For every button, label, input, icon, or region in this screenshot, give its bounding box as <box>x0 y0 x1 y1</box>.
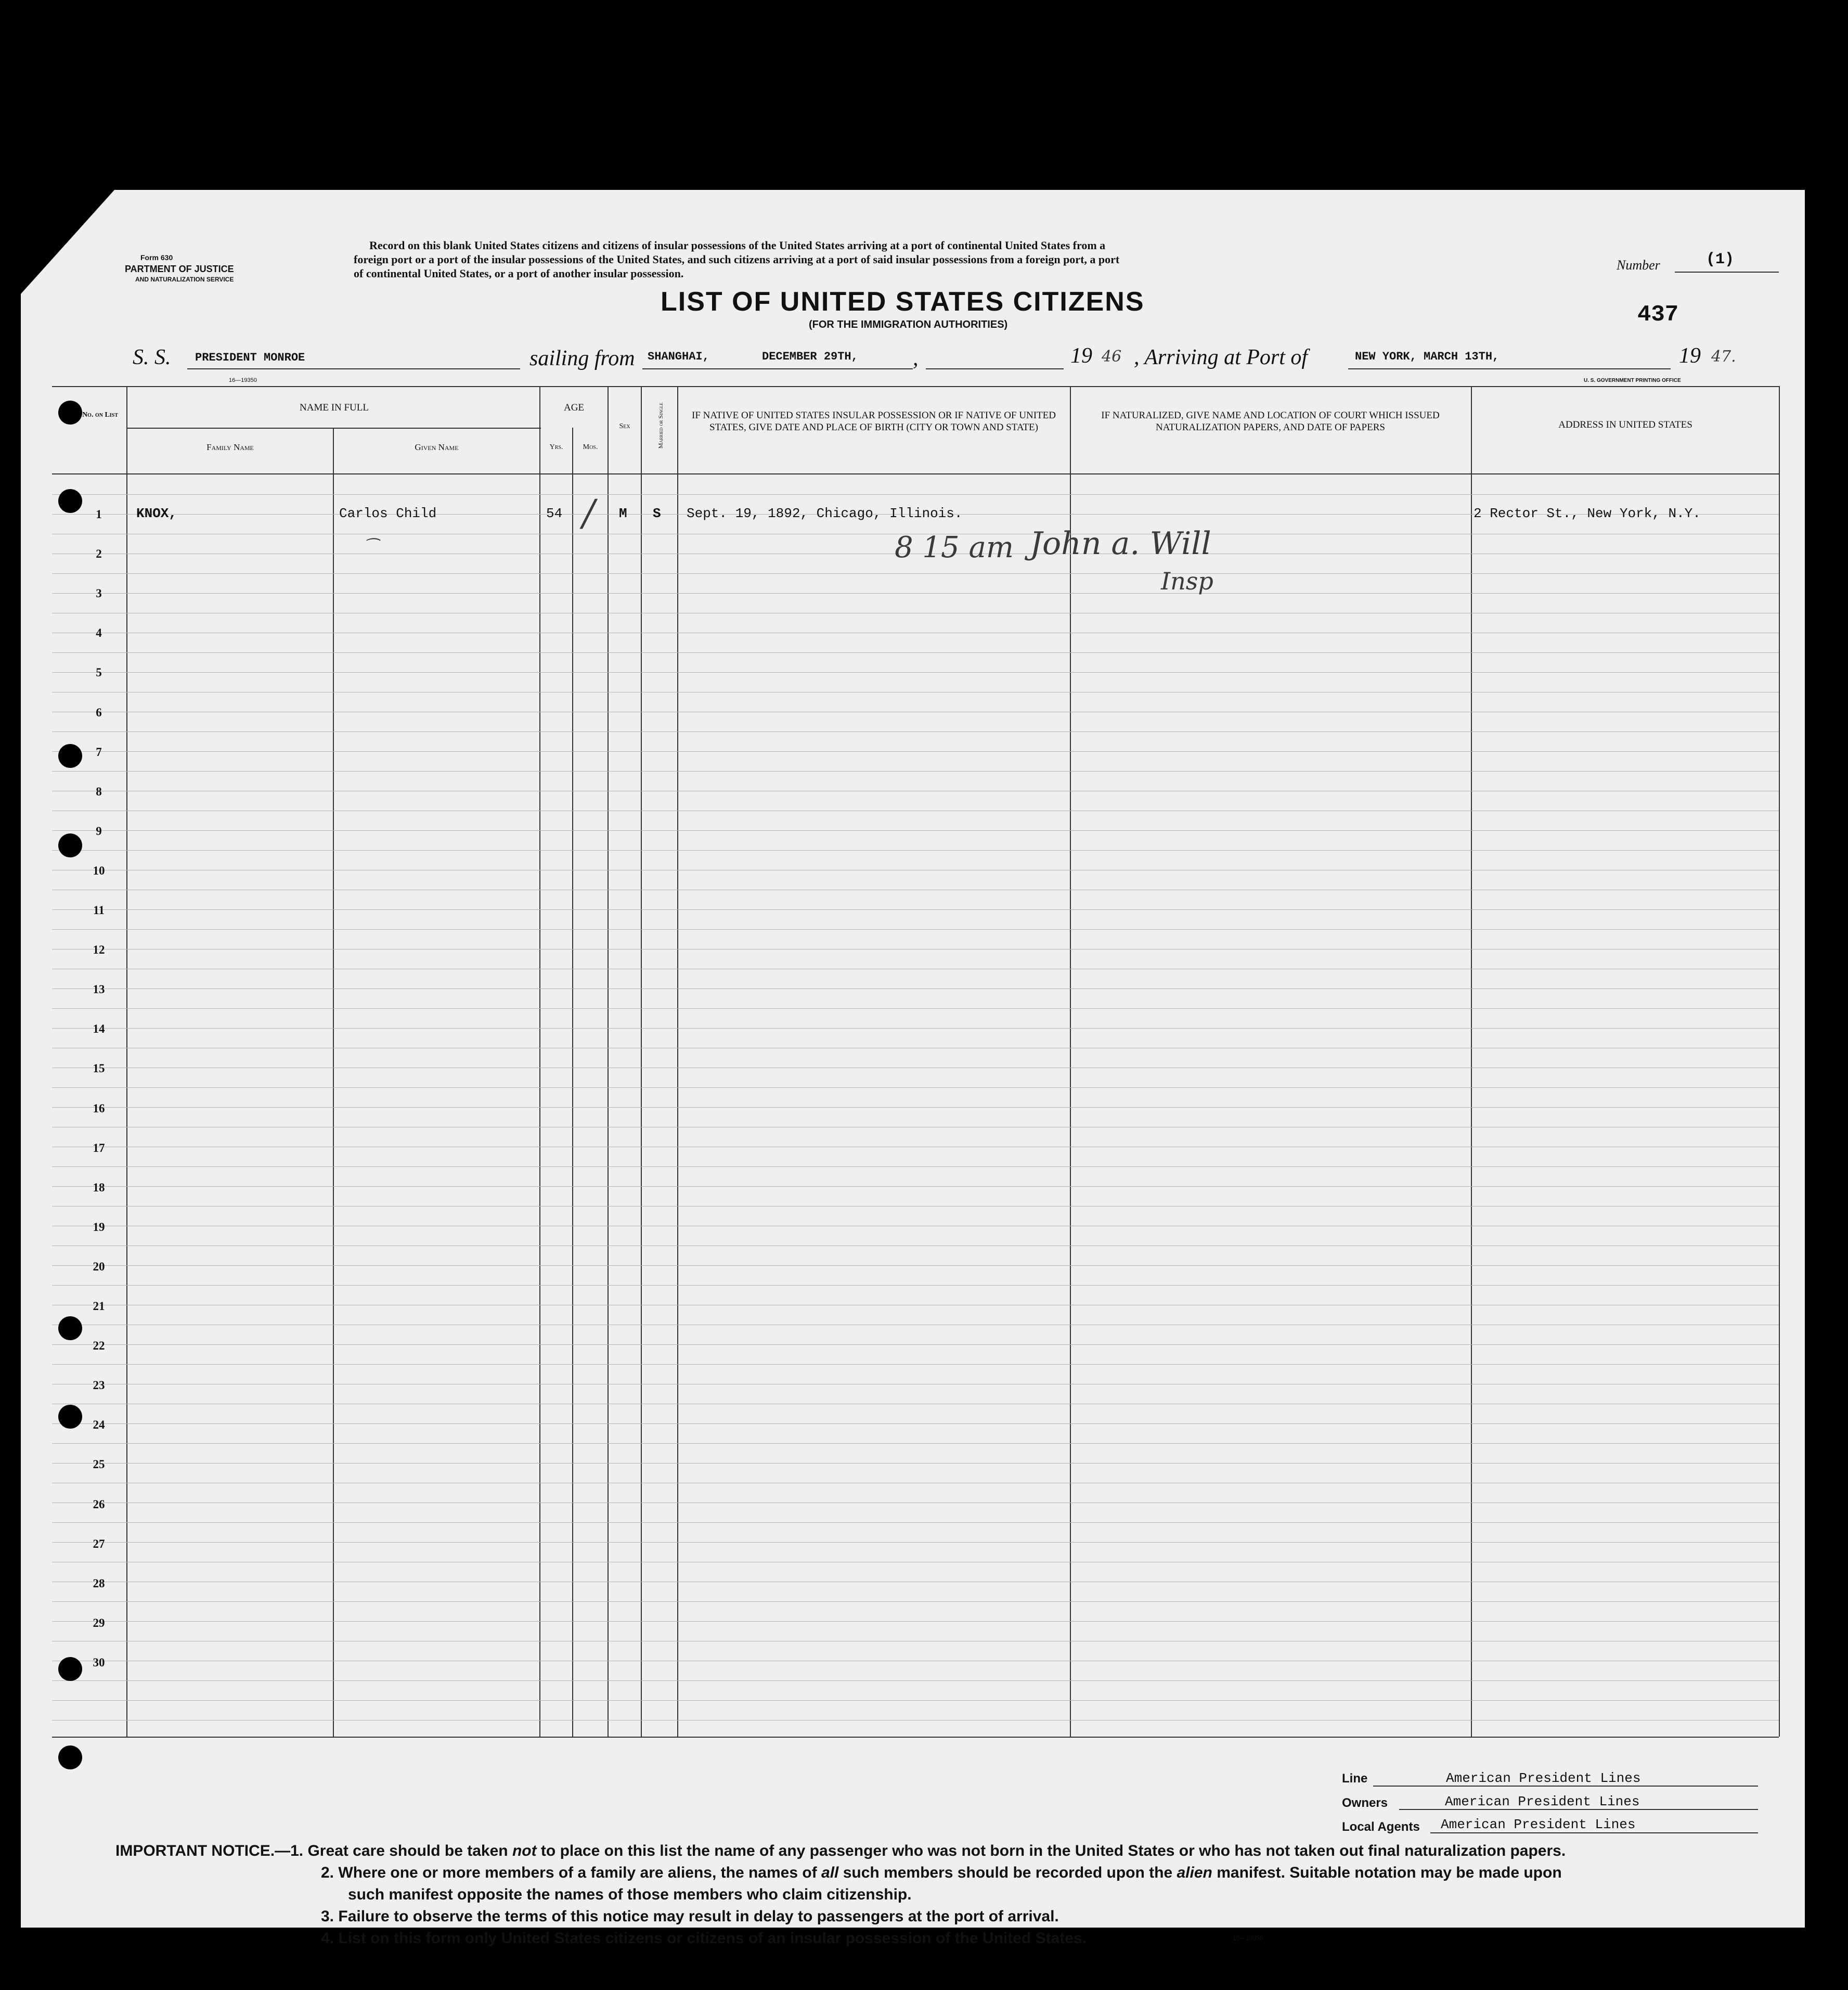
ruled-line <box>52 731 1779 732</box>
line-value: American President Lines <box>1446 1770 1641 1786</box>
table-top-border <box>52 386 1779 387</box>
ruled-line <box>52 1680 1779 1681</box>
ruled-line <box>52 1423 1779 1424</box>
cell-sex: M <box>619 506 627 521</box>
notice-item-3-text: Failure to observe the terms of this notice may result in delay to passengers at the port of arrival. <box>338 1908 1059 1925</box>
cell-given-name: Carlos Child <box>339 506 437 521</box>
year-to-prefix: 19 <box>1679 344 1701 368</box>
ss-label: S. S. <box>133 345 171 369</box>
row-number: 10 <box>93 864 105 877</box>
col-line-married <box>677 386 678 1737</box>
date-from: DECEMBER 29TH, <box>762 350 858 363</box>
notice-heading: IMPORTANT NOTICE.—1. <box>115 1842 304 1859</box>
header-age: AGE <box>563 402 585 413</box>
row-number: 13 <box>93 983 105 996</box>
row-number: 18 <box>93 1180 105 1194</box>
notice-item-2-continued: such manifest opposite the names of those members who claim citizenship. <box>348 1886 912 1903</box>
col-line-family <box>333 428 334 1737</box>
row-number: 24 <box>93 1418 105 1432</box>
ruled-line <box>52 988 1779 989</box>
arrival-underline <box>1348 368 1671 369</box>
ruled-line <box>52 751 1779 752</box>
header-given-name: Given Name <box>415 442 459 452</box>
row-number: 6 <box>96 705 102 719</box>
notice-item-3-number: 3. <box>321 1908 334 1925</box>
col-line-naturalized <box>1471 386 1472 1737</box>
row-number: 16 <box>93 1101 105 1115</box>
form-title: LIST OF UNITED STATES CITIZENS <box>661 287 1145 317</box>
row-number: 3 <box>96 587 102 600</box>
notice-item-2 <box>115 1862 1780 1884</box>
row-number: 21 <box>93 1300 105 1313</box>
row-number: 8 <box>96 785 102 798</box>
ruled-line <box>52 1265 1779 1266</box>
agents-value: American President Lines <box>1441 1817 1636 1832</box>
header-no-on-list: No. on List <box>82 411 118 419</box>
ruled-line <box>52 1166 1779 1167</box>
row-number: 4 <box>96 626 102 640</box>
notice-item-2-emphasis-alien: alien <box>1177 1864 1212 1881</box>
row-number: 2 <box>96 547 102 561</box>
header-sex: Sex <box>619 422 630 430</box>
number-underline <box>1675 272 1779 273</box>
row-number: 1 <box>96 508 102 521</box>
form-subtitle: (FOR THE IMMIGRATION AUTHORITIES) <box>809 319 1008 330</box>
row-number: 9 <box>96 824 102 838</box>
arrival-port-date: NEW YORK, MARCH 13TH, <box>1355 350 1500 363</box>
print-code-top: 16—19350 <box>229 377 257 383</box>
record-line-3: of continental United States, or a port of another insular possession. <box>354 267 684 280</box>
notice-item-4-number: 4. <box>321 1930 334 1947</box>
header-naturalized: IF NATURALIZED, GIVE NAME AND LOCATION OF COURT WHICH ISSUED NATURALIZATION PAPERS, AND DATE OF PAPERS <box>1101 410 1440 433</box>
year-from-prefix: 19 <box>1070 344 1092 368</box>
handwritten-inspector-signature: John a. Will <box>1030 525 1211 562</box>
col-line-age <box>608 386 609 1737</box>
punch-hole <box>58 1405 82 1429</box>
record-line-2: foreign port or a port of the insular possessions of the United States, and such citizens arriving at a port of said insular possessions from a foreign port, a port <box>354 253 1120 266</box>
ruled-line <box>52 771 1779 772</box>
row-number: 28 <box>93 1576 105 1590</box>
department-name: PARTMENT OF JUSTICE <box>125 264 234 274</box>
header-native: IF NATIVE OF UNITED STATES INSULAR POSSESSION OR IF NATIVE OF UNITED STATES, GIVE DATE AND PLACE OF BIRTH (CITY OR TOWN AND STATE) <box>692 410 1056 433</box>
row-number: 14 <box>93 1022 105 1036</box>
line-label: Line <box>1342 1771 1368 1786</box>
punch-hole <box>58 1657 82 1681</box>
row-number: 22 <box>93 1339 105 1353</box>
ship-name: PRESIDENT MONROE <box>195 351 305 364</box>
stray-mark: ⁀ <box>364 538 377 557</box>
ruled-line <box>52 1601 1779 1602</box>
page-stamp: 437 <box>1637 302 1679 328</box>
col-line-address <box>1779 386 1780 1737</box>
ruled-line <box>52 494 1779 495</box>
ship-underline <box>187 368 520 369</box>
col-line-yrs <box>572 428 573 1737</box>
notice-item-2-emphasis-all: all <box>821 1864 839 1881</box>
notice-item-2-text-c: manifest. Suitable notation may be made upon <box>1212 1864 1562 1881</box>
ruled-line <box>52 830 1779 831</box>
row-number: 19 <box>93 1220 105 1234</box>
notice-item-4 <box>115 1928 1780 1949</box>
agents-underline <box>1430 1832 1758 1833</box>
row-number: 20 <box>93 1260 105 1273</box>
port-underline <box>642 368 913 369</box>
row-number: 26 <box>93 1497 105 1511</box>
owners-label: Owners <box>1342 1796 1388 1810</box>
cell-address: 2 Rector St., New York, N.Y. <box>1474 506 1701 521</box>
notice-item-1-emphasis: not <box>512 1842 537 1859</box>
cell-mos: / <box>583 492 595 534</box>
ruled-line <box>52 1720 1779 1721</box>
ruled-line <box>52 1087 1779 1088</box>
col-line-no <box>126 386 127 1737</box>
punch-hole <box>58 401 82 425</box>
col-line-given <box>539 386 540 1737</box>
cell-family-name: KNOX, <box>136 506 177 521</box>
print-office: U. S. GOVERNMENT PRINTING OFFICE <box>1584 378 1681 383</box>
row-number: 29 <box>93 1616 105 1629</box>
row-number: 27 <box>93 1537 105 1550</box>
line-underline <box>1373 1786 1758 1787</box>
ruled-line <box>52 672 1779 673</box>
row-number: 23 <box>93 1379 105 1392</box>
notice-item-2-number: 2. <box>321 1864 334 1881</box>
header-married-single: Married or Single <box>657 402 664 449</box>
ruled-line <box>52 1522 1779 1523</box>
row-number: 30 <box>93 1655 105 1669</box>
punch-hole <box>58 1316 82 1340</box>
punch-hole <box>58 833 82 857</box>
handwritten-insp: Insp <box>1161 567 1213 595</box>
comma-sep: , <box>913 346 919 370</box>
notice-item-2-text-a: Where one or more members of a family are aliens, the names of <box>338 1864 822 1881</box>
arriving-label: , Arriving at Port of <box>1134 345 1308 369</box>
header-yrs: Yrs. <box>549 443 563 451</box>
number-value: (1) <box>1706 251 1735 268</box>
sailing-from-label: sailing from <box>529 346 635 370</box>
notice-item-1-text-b: to place on this list the name of any passenger who was not born in the United States or who has not taken out final naturalization papers. <box>536 1842 1566 1859</box>
header-family-name: Family Name <box>206 442 254 452</box>
ruled-line <box>52 929 1779 930</box>
row-number: 7 <box>96 745 102 759</box>
cell-married-single: S <box>653 506 661 521</box>
ruled-line <box>52 1186 1779 1187</box>
ruled-line <box>52 1107 1779 1108</box>
ruled-line <box>52 1364 1779 1365</box>
row-number: 11 <box>93 904 105 917</box>
ruled-line <box>52 593 1779 594</box>
table-bottom-border <box>52 1737 1779 1738</box>
notice-item-2-text-b: such members should be recorded upon the <box>838 1864 1177 1881</box>
punch-hole <box>58 1745 82 1769</box>
header-mos: Mos. <box>583 443 598 451</box>
name-age-subheader-line <box>127 428 541 429</box>
ruled-line <box>52 1542 1779 1543</box>
ruled-line <box>52 1621 1779 1622</box>
header-address: ADDRESS IN UNITED STATES <box>1558 419 1692 430</box>
form-number: Form 630 <box>140 253 173 262</box>
ruled-line <box>52 1344 1779 1345</box>
date-underline <box>926 368 1064 369</box>
ruled-line <box>52 652 1779 653</box>
handwritten-time: 8 15 am <box>895 531 1014 564</box>
ruled-line <box>52 909 1779 910</box>
number-label: Number <box>1617 258 1660 273</box>
punch-hole <box>58 744 82 768</box>
agents-label: Local Agents <box>1342 1820 1420 1834</box>
service-name: AND NATURALIZATION SERVICE <box>135 276 234 283</box>
cell-birth: Sept. 19, 1892, Chicago, Illinois. <box>687 506 963 521</box>
ruled-line <box>52 1700 1779 1701</box>
cell-yrs: 54 <box>546 506 563 521</box>
notice-item-1-text-a: Great care should be taken <box>307 1842 512 1859</box>
owners-value: American President Lines <box>1445 1794 1640 1809</box>
notice-item-3 <box>115 1906 1780 1928</box>
year-from-value: 46 <box>1102 348 1122 366</box>
notice-item-1 <box>115 1840 1780 1862</box>
row-number: 5 <box>96 666 102 679</box>
row-number: 25 <box>93 1458 105 1471</box>
row-number: 17 <box>93 1141 105 1154</box>
punch-hole <box>58 489 82 513</box>
notice-item-4-text: List on this form only United States citizens or citizens of an insular possession of the United States. <box>338 1930 1087 1947</box>
owners-underline <box>1399 1809 1758 1810</box>
record-instruction <box>354 238 1514 280</box>
ruled-line <box>52 1443 1779 1444</box>
ruled-line <box>52 850 1779 851</box>
col-line-native <box>1070 386 1071 1737</box>
header-name-in-full: NAME IN FULL <box>300 402 369 413</box>
important-notice <box>115 1840 1780 1949</box>
col-line-sex <box>641 386 642 1737</box>
port-from: SHANGHAI, <box>648 350 709 363</box>
ruled-line <box>52 573 1779 574</box>
year-to-value: 47. <box>1711 348 1736 366</box>
row-number: 15 <box>93 1062 105 1075</box>
row-number: 12 <box>93 943 105 957</box>
print-code-bottom: 16—19350 <box>1233 1934 1263 1942</box>
ruled-line <box>52 1028 1779 1029</box>
table-header-bottom <box>52 473 1779 474</box>
record-line-1: Record on this blank United States citizens and citizens of insular possessions of the United States arriving at a port of continental United States from a <box>369 239 1106 252</box>
folded-corner <box>21 190 114 294</box>
ruled-line <box>52 1008 1779 1009</box>
ruled-line <box>52 1285 1779 1286</box>
